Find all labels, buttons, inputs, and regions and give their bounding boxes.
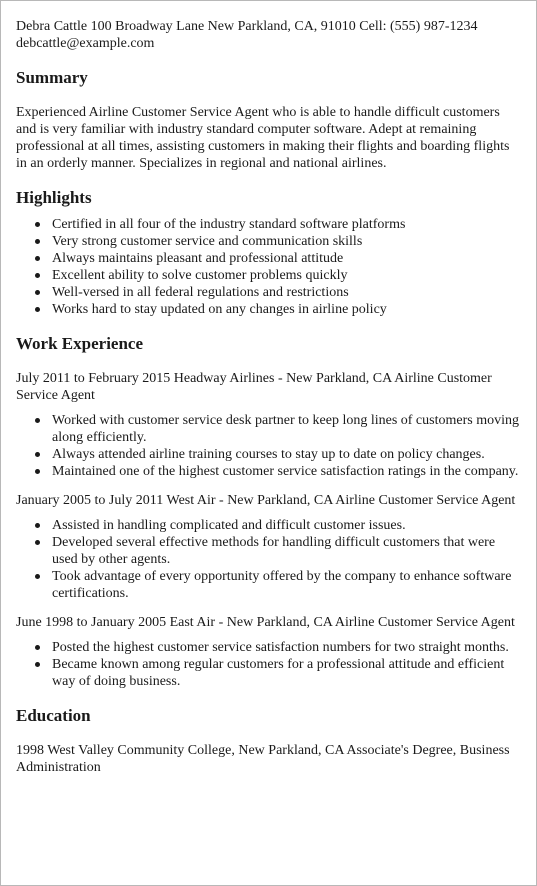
job-bullet-text: Maintained one of the highest customer service satisfaction ratings in the company. xyxy=(52,464,519,479)
list-item xyxy=(16,267,520,284)
job-header: July 2011 to February 2015 Headway Airlines - New Parkland, CA Airline Customer Service Agent xyxy=(16,371,492,403)
bullet-icon xyxy=(35,662,40,667)
bullet-icon xyxy=(35,256,40,261)
job-bullets xyxy=(16,517,520,602)
job-bullet-text: Developed several effective methods for handling difficult customers that were used by other agents. xyxy=(52,535,496,567)
job-header: January 2005 to July 2011 West Air - New Parkland, CA Airline Customer Service Agent xyxy=(16,493,516,508)
highlights-list xyxy=(16,216,520,318)
bullet-icon xyxy=(35,239,40,244)
job-header: June 1998 to January 2005 East Air - New Parkland, CA Airline Customer Service Agent xyxy=(16,615,515,630)
highlight-text: Certified in all four of the industry standard software platforms xyxy=(52,217,406,232)
job-bullets xyxy=(16,412,520,480)
bullet-icon xyxy=(35,540,40,545)
job-bullet-text: Posted the highest customer service satisfaction numbers for two straight months. xyxy=(52,640,509,655)
highlight-text: Well-versed in all federal regulations and restrictions xyxy=(52,285,349,300)
bullet-icon xyxy=(35,273,40,278)
highlights-heading: Highlights xyxy=(16,188,92,207)
list-item xyxy=(16,534,520,568)
education-text: 1998 West Valley Community College, New Parkland, CA Associate's Degree, Business Administration xyxy=(16,743,510,775)
list-item xyxy=(16,463,520,480)
contact-address-line: Debra Cattle 100 Broadway Lane New Parkland, CA, 91010 Cell: (555) 987-1234 xyxy=(16,19,478,34)
list-item xyxy=(16,216,520,233)
highlight-text: Works hard to stay updated on any changes in airline policy xyxy=(52,302,387,317)
bullet-icon xyxy=(35,290,40,295)
job-bullet-text: Always attended airline training courses to stay up to date on policy changes. xyxy=(52,447,485,462)
bullet-icon xyxy=(35,645,40,650)
job-bullets xyxy=(16,639,520,690)
bullet-icon xyxy=(35,307,40,312)
list-item xyxy=(16,517,520,534)
highlight-text: Very strong customer service and communication skills xyxy=(52,234,363,249)
list-item xyxy=(16,233,520,250)
list-item xyxy=(16,639,520,656)
bullet-icon xyxy=(35,523,40,528)
contact-email: debcattle@example.com xyxy=(16,36,155,51)
list-item xyxy=(16,446,520,463)
list-item xyxy=(16,284,520,301)
work-experience-heading: Work Experience xyxy=(16,334,144,353)
list-item xyxy=(16,250,520,267)
summary-heading: Summary xyxy=(16,68,88,87)
education-heading: Education xyxy=(16,706,91,725)
list-item xyxy=(16,568,520,602)
list-item xyxy=(16,656,520,690)
job-bullet-text: Worked with customer service desk partner to keep long lines of customers moving along efficiently. xyxy=(52,413,519,445)
job-bullet-text: Took advantage of every opportunity offered by the company to enhance software certifications. xyxy=(52,569,512,601)
highlight-text: Excellent ability to solve customer problems quickly xyxy=(52,268,348,283)
job-bullet-text: Assisted in handling complicated and difficult customer issues. xyxy=(52,518,406,533)
list-item xyxy=(16,301,520,318)
bullet-icon xyxy=(35,452,40,457)
summary-text: Experienced Airline Customer Service Agent who is able to handle difficult customers and is very familiar with industry standard computer software. Adept at remaining professional at all times, assisting customers in making their flights and boarding flights in an orderly manner. Specializes in regional and national airlines. xyxy=(16,105,510,171)
job-bullet-text: Became known among regular customers for a professional attitude and efficient way of doing business. xyxy=(52,657,505,689)
bullet-icon xyxy=(35,418,40,423)
bullet-icon xyxy=(35,222,40,227)
list-item xyxy=(16,412,520,446)
bullet-icon xyxy=(35,469,40,474)
highlight-text: Always maintains pleasant and professional attitude xyxy=(52,251,344,266)
bullet-icon xyxy=(35,574,40,579)
